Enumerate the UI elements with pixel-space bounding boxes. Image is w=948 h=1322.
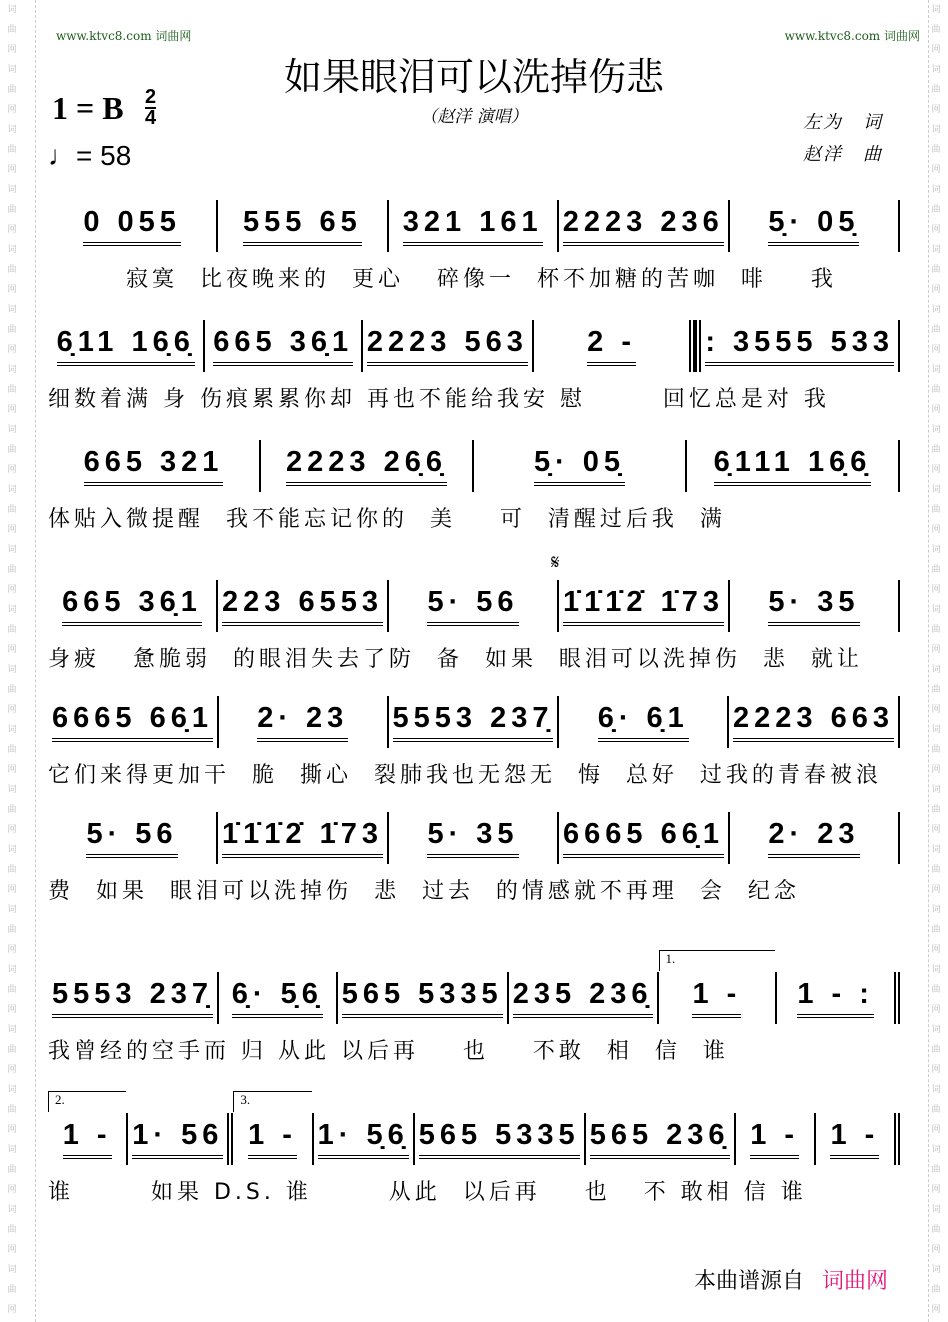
measure-notes: 6̣· 6̣1 [598,702,689,742]
measure-notes: 5· 35 [427,818,518,858]
measure [219,696,389,748]
measure-notes: 2223 563 [367,326,528,366]
measure-notes: 6665 66̣1 [52,702,213,742]
measure [48,1092,128,1165]
measure [474,440,687,492]
lyrics-line: 我曾经的空手而 归 从此 以后再 也 不敢 相 信 谁 [48,1039,729,1064]
notes-line [48,320,900,372]
measure-notes: 1 - [830,1119,879,1159]
site-watermark-left[interactable]: www.ktvc8.com 词曲网 [56,29,192,43]
measure-notes: 565 236̣ [590,1119,730,1159]
measure [261,440,474,492]
measure [338,972,509,1024]
measure [551,552,730,632]
notes-line [48,696,900,748]
notes-line [48,812,900,864]
measure [219,972,338,1024]
volta-bracket: 1. [659,950,776,971]
lyricist-credit: 左为 词 [803,112,883,133]
measure-notes: 5· 35 [768,586,859,626]
measure-notes: 5̣· 05̣ [768,206,859,246]
measure-notes: 5· 56 [427,586,518,626]
notes-line [48,200,900,252]
measure [687,440,900,492]
measure-notes: 5̣· 05̣ [534,446,625,486]
measure [559,696,729,748]
measure-notes: 5553 237̣ [52,978,213,1018]
notes-line [48,440,900,492]
measure-notes: 2· 23 [257,702,348,742]
measure [48,200,218,252]
measure [48,320,205,372]
measure-notes: 6̣· 5̣6̣ [232,978,323,1018]
measure [559,200,730,252]
measure-notes: 2223 236 [563,206,724,246]
measure-notes: 555 65 [243,206,362,246]
measure [48,440,261,492]
score-row [48,552,900,673]
measure-notes: 1̇1̇1̇2̇ 1̇73 [563,586,724,626]
song-title: 如果眼泪可以洗掉伤悲 [283,55,664,99]
score-row [48,320,900,413]
time-top: 2 [145,86,157,108]
measure [218,812,389,864]
measure-notes: 665 36̣1 [62,586,202,626]
measure-notes: 5553 237̣ [393,702,554,742]
measure-notes: 665 36̣1 [213,326,353,366]
margin-line-left [35,0,36,1322]
singer-credit: （赵洋 演唱） [420,107,528,127]
score-row [48,440,900,533]
side-watermark-right: 词 曲 网 词 曲 网 词 曲 网 词 曲 网 词 曲 网 词 曲 网 词 曲 网 词 曲 网 词 曲 网 词 曲 网 词 曲 网 词 曲 网 词 曲 网 词 曲 网 词 曲 网 词 曲 网 词 曲 网 词 曲 网 词 曲 网 词 曲 网 词 曲 网 词 曲 网 [931,5,941,1315]
measure-notes: 565 5335 [419,1119,580,1159]
measure [777,972,900,1024]
composer-credit: 赵洋 曲 [803,144,883,165]
side-watermark-left: 词 曲 网 词 曲 网 词 曲 网 词 曲 网 词 曲 网 词 曲 网 词 曲 网 词 曲 网 词 曲 网 词 曲 网 词 曲 网 词 曲 网 词 曲 网 词 曲 网 词 曲 网 词 曲 网 词 曲 网 词 曲 网 词 曲 网 词 曲 网 词 曲 网 词 曲 网 [7,5,17,1315]
measure [218,200,388,252]
measure [233,1092,313,1165]
measure-notes: 2 - [587,326,636,366]
measure [218,580,389,632]
measure [389,580,559,632]
measure-notes: 1 - [750,1119,799,1159]
measure [415,1113,586,1165]
measure-notes: 1 - [248,1119,297,1159]
measure-notes: 1· 5̣6̣ [318,1119,409,1159]
measure-notes: 1· 56 [132,1119,223,1159]
lyrics-line: 身疲 惫脆弱 的眼泪失去了防 备 如果 眼泪可以洗掉伤 悲 就让 [48,647,863,672]
measure-notes: 2223 26̣6̣ [286,446,447,486]
segno-sign: 𝄋 [551,552,560,574]
measure-notes: 235 236̣ [513,978,653,1018]
measure [730,812,900,864]
source-footer [694,1264,888,1295]
measure-notes: 223 6553 [222,586,383,626]
measure [363,320,534,372]
time-bottom: 4 [145,107,157,129]
score-row [48,951,900,1065]
key-signature: 1 = B [52,90,124,126]
lyrics-line: 它们来得更加干 脆 撕心 裂肺我也无怨无 悔 总好 过我的青春被浪 [48,763,882,788]
measure-notes: 6̣11 16̣6̣ [57,326,195,366]
measure [534,320,695,372]
measure [730,580,900,632]
measure [389,200,559,252]
brand-link[interactable]: 词曲网 [822,1269,889,1294]
measure-notes: 1 - : [797,978,874,1018]
measure [314,1113,415,1165]
measure-notes: 665 321 [84,446,224,486]
score-row [48,1092,900,1206]
measure-notes: 6665 66̣1 [563,818,724,858]
measure-notes: 565 5335 [342,978,503,1018]
score-row [48,200,900,293]
measure [816,1113,900,1165]
measure-notes: 5· 56 [86,818,177,858]
measure [48,580,218,632]
measure-notes: 1̇1̇1̇2̇ 1̇73 [222,818,383,858]
measure [695,320,900,372]
measure-notes: 1 - [63,1119,112,1159]
measure [48,812,218,864]
measure-notes: 2223 663 [733,702,894,742]
notes-line [48,951,900,1024]
measure-notes: 2· 23 [768,818,859,858]
measure [729,696,900,748]
source-label: 本曲谱源自 [694,1269,805,1294]
lyrics-line: 谁 如果 D.S. 谁 从此 以后再 也 不 敢相 信 谁 [48,1180,807,1205]
measure [389,812,559,864]
measure [48,696,219,748]
lyrics-line: 体贴入微提醒 我不能忘记你的 美 可 清醒过后我 满 [48,507,726,532]
score-row [48,812,900,905]
time-signature [145,88,156,128]
lyrics-line: 费 如果 眼泪可以洗掉伤 悲 过去 的情感就不再理 会 纪念 [48,879,800,904]
measure [48,972,219,1024]
measure-notes: : 3555 533 [705,326,894,366]
measure [659,951,778,1024]
measure [559,812,730,864]
lyrics-line: 细数着满 身 伤痕累累你却 再也不能给我安 慰 回忆总是对 我 [48,387,830,412]
notes-line [48,1092,900,1165]
volta-bracket: 3. [233,1091,311,1112]
measure-notes: 0 055 [83,206,181,246]
tempo-mark: ♩= 58 [48,140,132,171]
measure [509,972,659,1024]
notes-line [48,552,900,632]
lyrics-line: 寂寞 比夜晚来的 更心 碎像一 杯不加糖的苦咖 啡 我 [48,267,837,292]
measure [389,696,560,748]
score-row [48,696,900,789]
measure-notes: 321 161 [403,206,543,246]
measure-notes: 1 - [692,978,741,1018]
measure [205,320,362,372]
site-watermark-right[interactable]: www.ktvc8.com 词曲网 [784,29,920,43]
measure [128,1113,233,1165]
measure [730,200,900,252]
measure-notes: 6̣111 16̣6̣ [714,446,872,486]
volta-bracket: 2. [48,1091,126,1112]
measure [586,1113,736,1165]
measure [736,1113,816,1165]
